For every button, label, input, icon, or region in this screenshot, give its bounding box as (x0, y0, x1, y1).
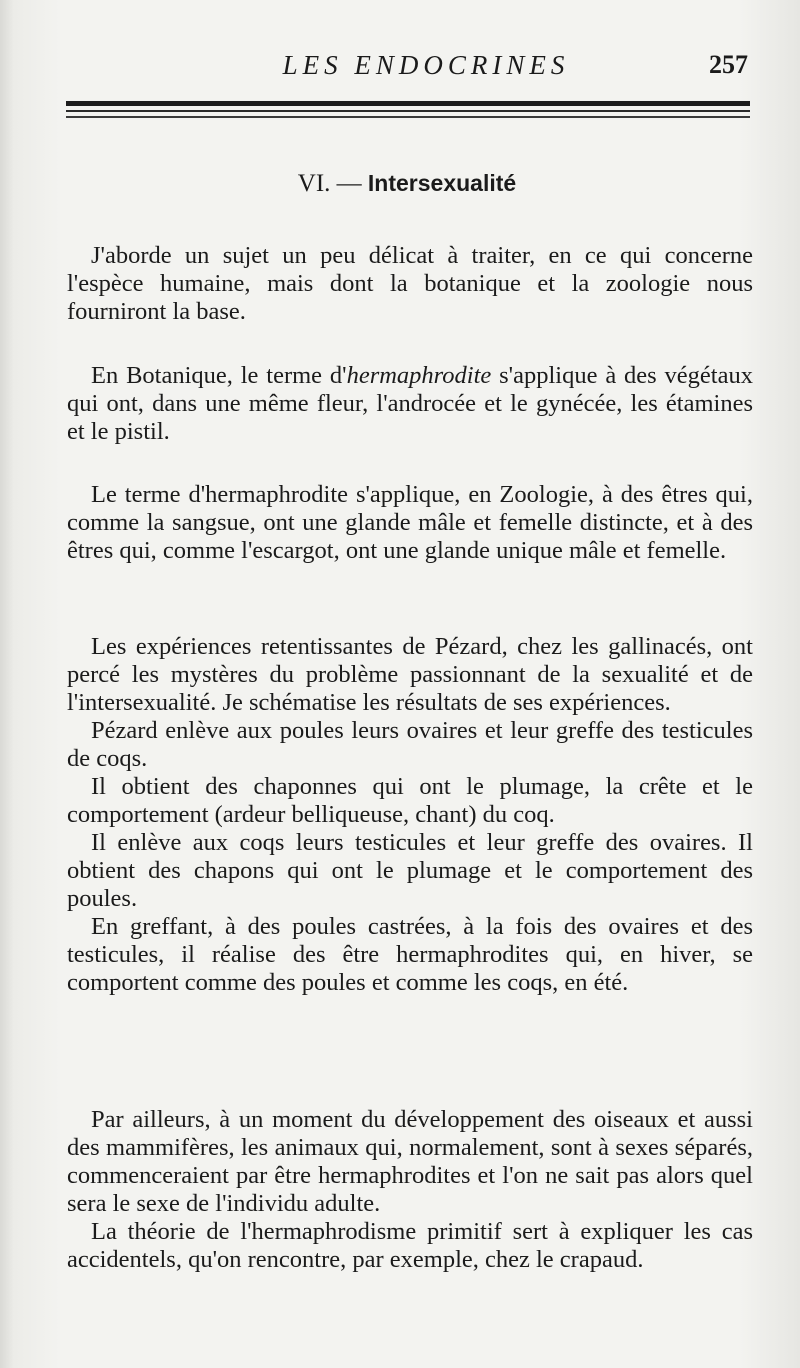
header-rule-thick (66, 101, 750, 106)
paragraph-block-1 (67, 242, 753, 326)
paragraph-intro: J'aborde un sujet un peu délicat à traiter, en ce qui concerne l'espèce humaine, mais dont la botanique et la zoologie nous fourniront la base. (67, 242, 753, 325)
paragraph-block-5 (67, 1106, 753, 1274)
paragraph-pezard-step-2: Il enlève aux coqs leurs testicules et leur greffe des ovaires. Il obtient des chapons qui ont le plumage et le comportement des poules. (67, 829, 753, 912)
section-number: VI. — (297, 170, 362, 197)
header-rule-thin (66, 110, 750, 112)
section-title: Intersexualité (367, 170, 517, 196)
paragraph-zoology: Le terme d'hermaphrodite s'applique, en Zoologie, à des êtres qui, comme la sangsue, ont une glande mâle et femelle distincte, et à des êtres qui, comme l'escargot, ont une glande unique mâle et femelle. (67, 481, 753, 564)
paragraph-botany-end: s'applique à des végétaux qui ont, dans une même fleur, l'androcée et le gynécée, les étamines et le pistil. (67, 362, 753, 445)
paragraph-pezard-step-3: En greffant, à des poules castrées, à la fois des ovaires et des testicules, il réalise des être hermaphrodites qui, en hiver, se comportent comme des poules et comme les coqs, en été. (67, 913, 753, 996)
running-head (64, 50, 748, 90)
header-rule-thin-second (66, 116, 750, 118)
paragraph-pezard-result-1: Il obtient des chaponnes qui ont le plumage, la crête et le comportement (ardeur belliqueuse, chant) du coq. (67, 773, 753, 828)
paragraph-block-2 (67, 362, 753, 446)
paragraph-botany (67, 362, 753, 446)
paragraph-block-4 (67, 633, 753, 997)
paragraph-pezard-intro: Les expériences retentissantes de Pézard, chez les gallinacés, ont percé les mystères du problème passionnant de la sexualité et de l'intersexualité. Je schématise les résultats de ses expériences. (67, 633, 753, 716)
term-hermaphrodite: hermaphrodite (346, 362, 492, 389)
paragraph-development: Par ailleurs, à un moment du développement des oiseaux et aussi des mammifères, les animaux qui, normalement, sont à sexes séparés, commenceraient par être hermaphrodites et l'on ne sait pas alors quel sera le sexe de l'individu adulte. (67, 1106, 753, 1217)
section-heading (0, 170, 800, 198)
paragraph-botany-start: En Botanique, le terme d' (91, 362, 347, 389)
paragraph-primitive-theory: La théorie de l'hermaphrodisme primitif sert à expliquer les cas accidentels, qu'on rencontre, par exemple, chez le crapaud. (67, 1218, 753, 1273)
paragraph-pezard-step-1: Pézard enlève aux poules leurs ovaires et leur greffe des testicules de coqs. (67, 717, 753, 772)
paragraph-block-3 (67, 481, 753, 565)
page-number: 257 (709, 50, 748, 79)
running-title: LES ENDOCRINES (282, 50, 570, 80)
